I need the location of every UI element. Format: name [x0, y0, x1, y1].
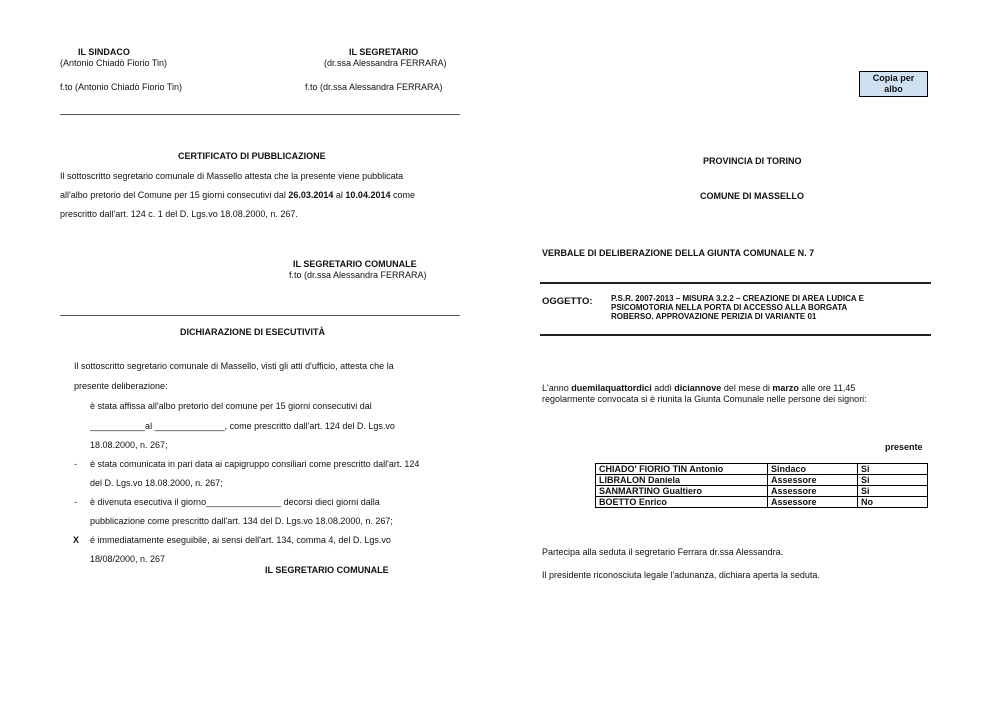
segretario-name: (dr.ssa Alessandra FERRARA)	[324, 58, 447, 68]
esecutivita-line: pubblicazione come prescritto dall'art. 134 del D. Lgs.vo 18.08.2000, n. 267;	[90, 516, 393, 526]
presidente-line: Il presidente riconosciuta legale l'adunanza, dichiara aperta la seduta.	[542, 570, 820, 580]
esecutivita-line: è stata comunicata in pari data ai capigruppo consiliari come prescritto dall'art. 124	[90, 459, 420, 469]
oggetto-line: P.S.R. 2007-2013 – MISURA 3.2.2 – CREAZIONE DI AREA LUDICA E	[611, 294, 864, 303]
divider	[60, 315, 460, 316]
presente-label: presente	[885, 442, 923, 452]
partecipa-line: Partecipa alla seduta il segretario Ferrara dr.ssa Alessandra.	[542, 547, 784, 557]
esecutivita-line: é immediatamente eseguibile, ai sensi dell'art. 134, comma 4, del D. Lgs.vo	[90, 535, 391, 545]
esecutivita-line: Il sottoscritto segretario comunale di Massello, visti gli atti d'ufficio, attesta che la	[74, 361, 394, 371]
table-row	[596, 475, 928, 486]
attendee-present: No	[858, 497, 928, 508]
esecutivita-signature-title: IL SEGRETARIO COMUNALE	[265, 565, 389, 575]
divider	[60, 114, 460, 115]
attendee-role: Assessore	[768, 486, 858, 497]
segretario-fto: f.to (dr.ssa Alessandra FERRARA)	[305, 82, 443, 92]
attendee-name: SANMARTINO Gualtiero	[596, 486, 768, 497]
comune-title: COMUNE DI MASSELLO	[700, 191, 805, 201]
esecutivita-title: DICHIARAZIONE DI ESECUTIVITÀ	[180, 327, 326, 337]
attendee-present: Si	[858, 486, 928, 497]
certificato-signature-title: IL SEGRETARIO COMUNALE	[293, 259, 417, 269]
certificato-line: prescritto dall'art. 124 c. 1 del D. Lgs.vo 18.08.2000, n. 267.	[60, 209, 298, 219]
sindaco-title: IL SINDACO	[78, 47, 130, 57]
attendee-role: Assessore	[768, 475, 858, 486]
esecutivita-line: ___________al ______________, come prescritto dall'art. 124 del D. Lgs.vo	[90, 421, 395, 431]
oggetto-text	[611, 294, 864, 321]
attendee-name: CHIADO' FIORIO TIN Antonio	[596, 464, 768, 475]
table-row	[596, 464, 928, 475]
bullet-x: X	[73, 535, 80, 545]
table-row	[596, 497, 928, 508]
copia-per-albo-box	[859, 71, 928, 97]
esecutivita-line: 18/08/2000, n. 267	[90, 554, 166, 564]
esecutivita-line: 18.08.2000, n. 267;	[90, 440, 168, 450]
attendee-name: BOETTO Enrico	[596, 497, 768, 508]
table-row	[596, 486, 928, 497]
sindaco-name: (Antonio Chiadò Fiorio Tin)	[60, 58, 168, 68]
certificato-date-to: 10.04.2014	[345, 190, 391, 200]
oggetto-label: OGGETTO:	[542, 296, 593, 307]
anno-line-2: regolarmente convocata si è riunita la Giunta Comunale nelle persone dei signori:	[542, 394, 867, 404]
certificato-line: all'albo pretorio del Comune per 15 giorni consecutivi dal 26.03.2014 al 10.04.2014 come	[60, 190, 415, 200]
segretario-title: IL SEGRETARIO	[349, 47, 419, 57]
attendee-role: Sindaco	[768, 464, 858, 475]
certificato-line: Il sottoscritto segretario comunale di Massello attesta che la presente viene pubblicata	[60, 171, 404, 181]
provincia-title: PROVINCIA DI TORINO	[703, 156, 802, 166]
oggetto-line: ROBERSO. APPROVAZIONE PERIZIA DI VARIANTE 01	[611, 312, 817, 321]
anno-day: diciannove	[674, 383, 722, 393]
esecutivita-line: del D. Lgs.vo 18.08.2000, n. 267;	[90, 478, 223, 488]
sindaco-fto: f.to (Antonio Chiadò Fiorio Tin)	[60, 82, 183, 92]
esecutivita-line: presente deliberazione:	[74, 381, 168, 391]
bullet-dash: -	[74, 459, 77, 469]
attendee-present: Si	[858, 475, 928, 486]
anno-month: marzo	[772, 383, 799, 393]
divider	[540, 334, 931, 336]
attendee-name: LIBRALON Daniela	[596, 475, 768, 486]
attendee-present: Si	[858, 464, 928, 475]
certificato-signature-name: f.to (dr.ssa Alessandra FERRARA)	[289, 270, 427, 280]
esecutivita-line: è divenuta esecutiva il giorno_______________ decorsi dieci giorni dalla	[90, 497, 380, 507]
certificato-date-from: 26.03.2014	[288, 190, 334, 200]
bullet-dash: -	[74, 497, 77, 507]
attendee-role: Assessore	[768, 497, 858, 508]
anno-line: L'anno duemilaquattordici addì diciannove del mese di marzo alle ore 11,45	[542, 383, 856, 393]
divider	[540, 282, 931, 284]
copia-per-albo-label: Copia per albo	[872, 73, 915, 94]
verbale-title: VERBALE DI DELIBERAZIONE DELLA GIUNTA COMUNALE N. 7	[542, 248, 815, 258]
esecutivita-line: è stata affissa all'albo pretorio del comune per 15 giorni consecutivi dal	[90, 401, 372, 411]
oggetto-line: PSICOMOTORIA NELLA PORTA DI ACCESSO ALLA BORGATA	[611, 303, 848, 312]
anno-year: duemilaquattordici	[571, 383, 652, 393]
certificato-title: CERTIFICATO DI PUBBLICAZIONE	[178, 151, 326, 161]
attendance-table	[595, 463, 928, 508]
